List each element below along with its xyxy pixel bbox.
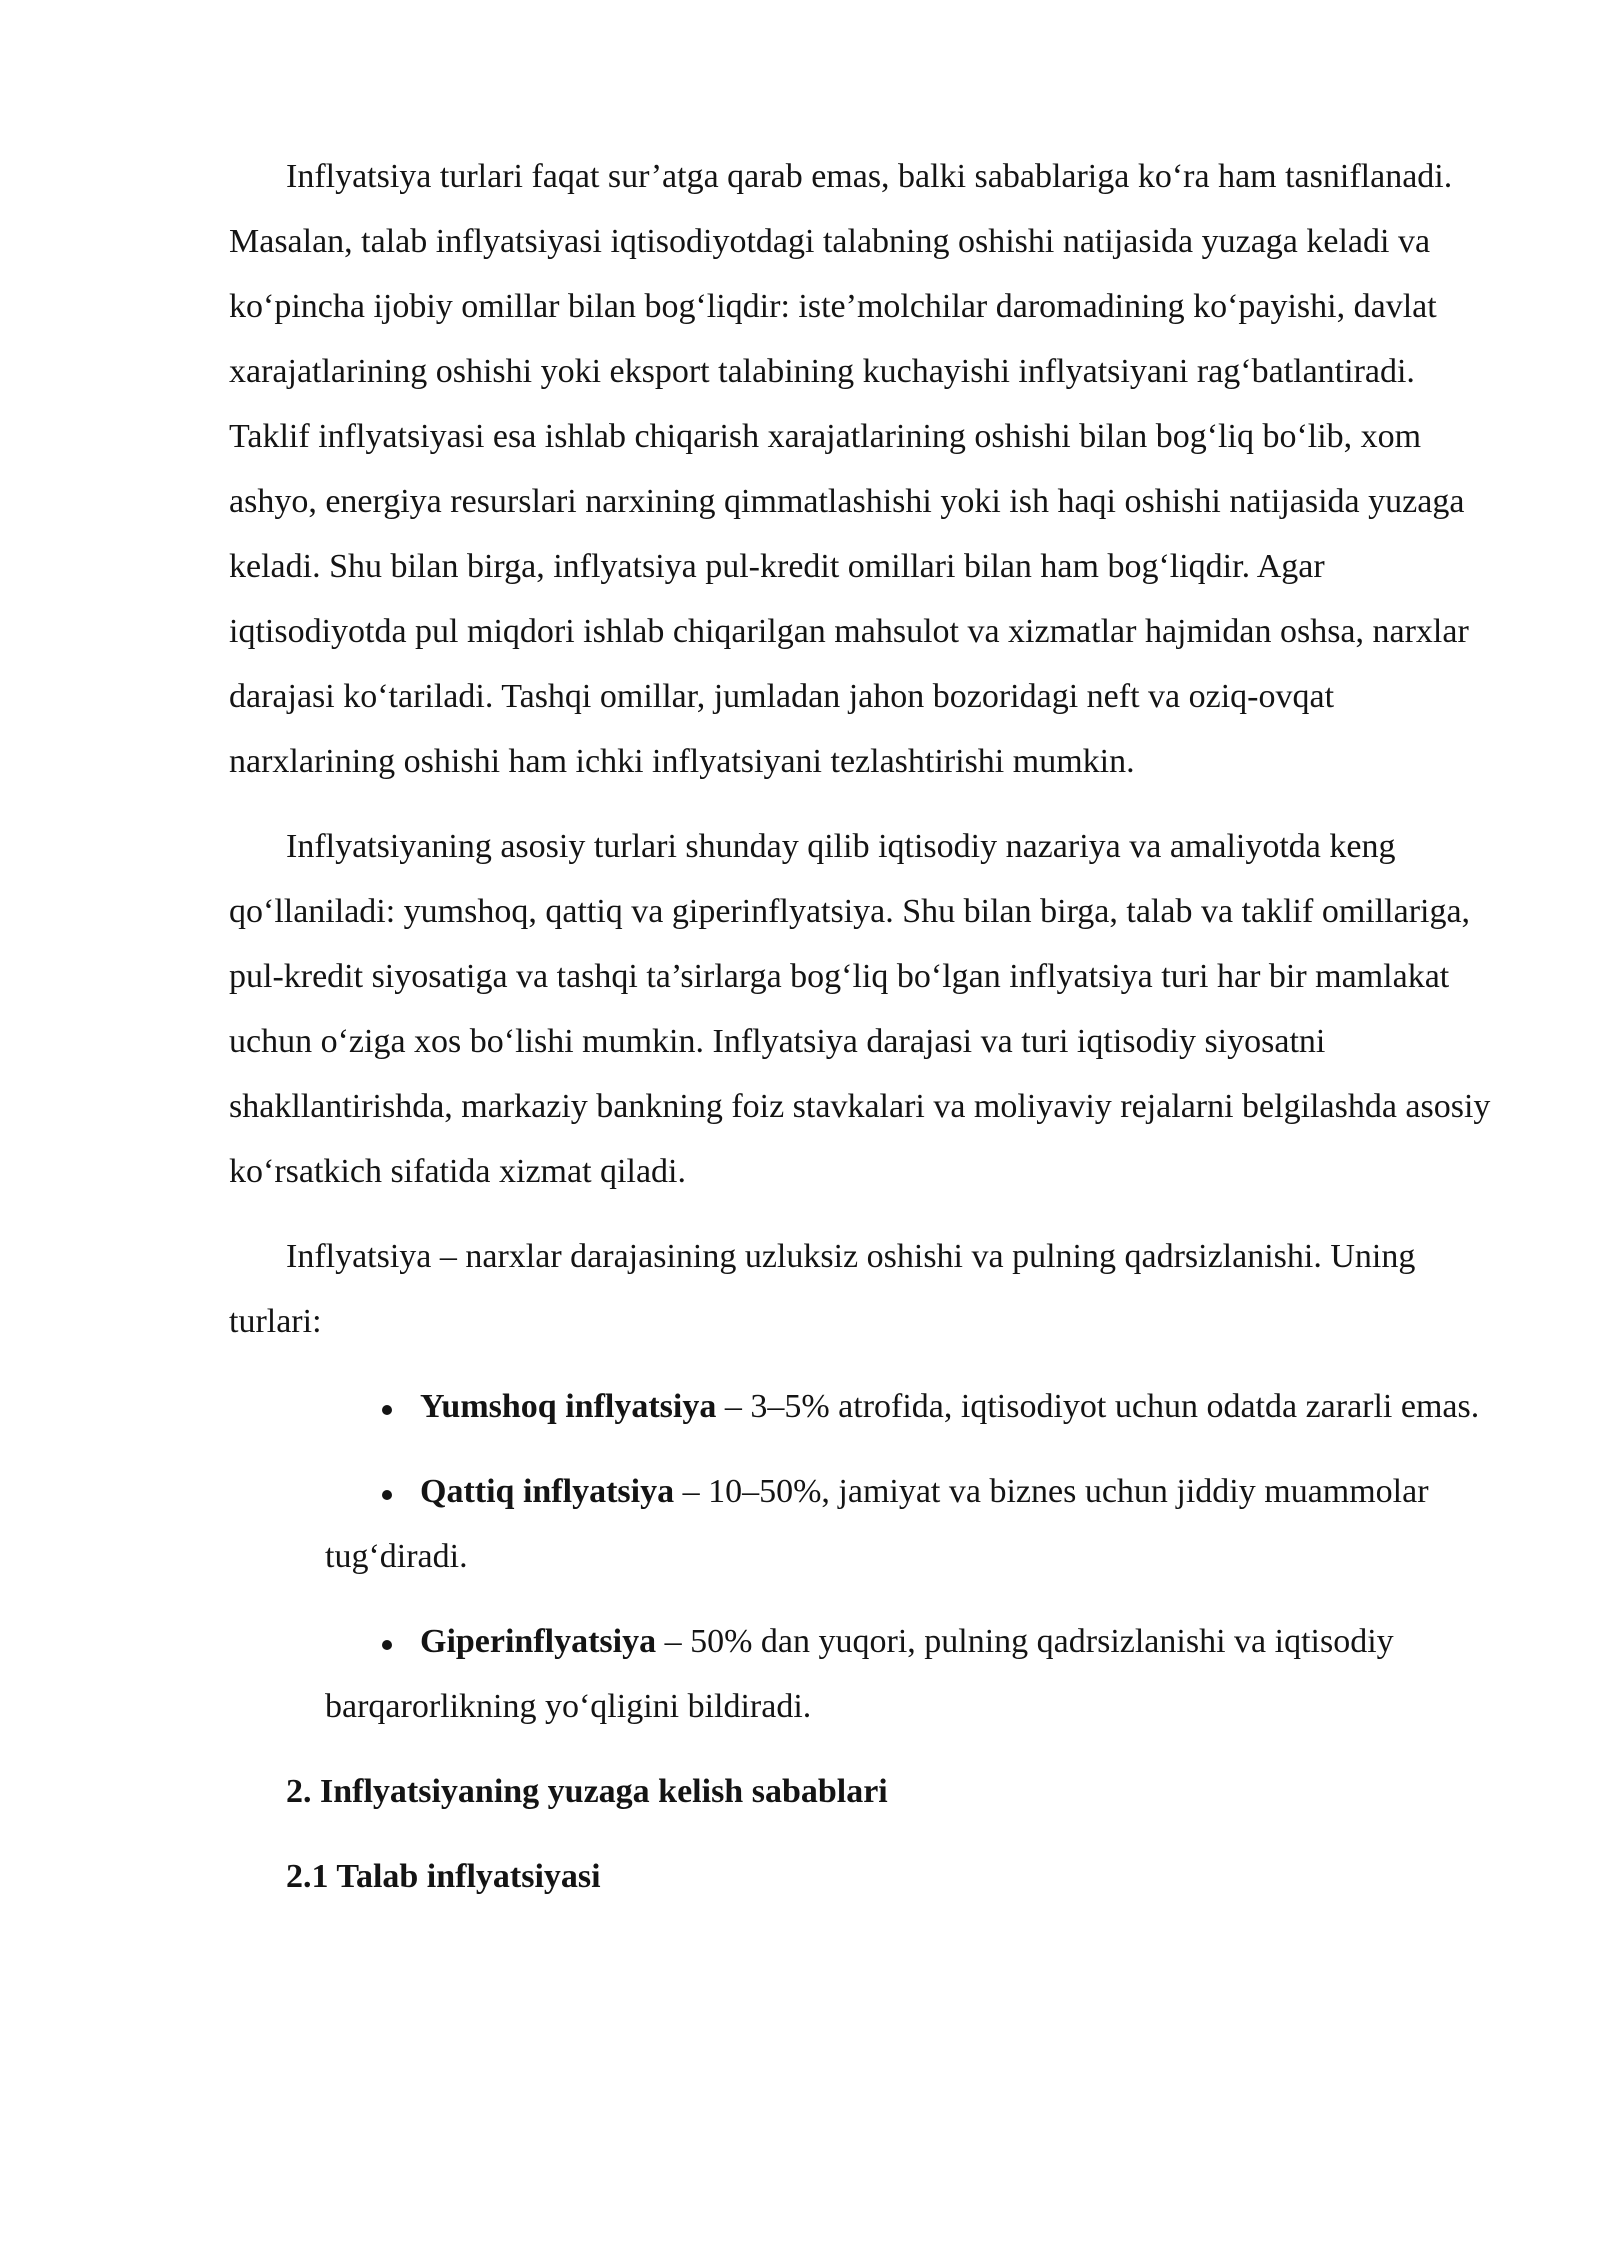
list-item-text: – 10–50%, jamiyat va biznes uchun jiddiy muammolar tug‘diradi. (325, 1473, 1429, 1575)
list-item-text: – 50% dan yuqori, pulning qadrsizlanishi va iqtisodiy barqarorlikning yo‘qligini bildiradi. (325, 1623, 1394, 1725)
list-item-term: Qattiq inflyatsiya (420, 1473, 675, 1510)
paragraph-inflation-definition: Inflyatsiya – narxlar darajasining uzluksiz oshishi va pulning qadrsizlanishi. Uning turlari: (229, 1238, 1416, 1340)
paragraph-inflation-causes: Inflyatsiya turlari faqat sur’atga qarab emas, balki sabablariga ko‘ra ham tasniflanadi. Masalan, talab inflyatsiyasi iqtisodiyotdagi talabning oshishi natijasida yuzaga keladi va ko‘pincha ijobiy omillar bilan bog‘liqdir: iste’molchilar daromadining ko‘payishi, davlat xarajatlarining oshishi yoki eksport talabining kuchayishi inflyatsiyani rag‘batlantiradi. Taklif inflyatsiyasi esa ishlab chiqarish xarajatlarining oshishi bilan bog‘liq bo‘lib, xom ashyo, energiya resurslari narxining qimmatlashishi yoki ish haqi oshishi natijasida yuzaga keladi. Shu bilan birga, inflyatsiya pul-kredit omillari bilan ham bog‘liqdir. Agar iqtisodiyotda pul miqdori ishlab chiqarilgan mahsulot va xizmatlar hajmidan oshsa, narxlar darajasi ko‘tariladi. Tashqi omillar, jumladan jahon bozoridagi neft va oziq-ovqat narxlarining oshishi ham ichki inflyatsiyani tezlashtirishi mumkin. (229, 158, 1469, 780)
bullet-icon (382, 1640, 392, 1650)
list-item (325, 1459, 1491, 1589)
document-body (229, 144, 1491, 1929)
bullet-icon (382, 1490, 392, 1500)
inflation-types-list (325, 1374, 1491, 1739)
list-item-text: – 3–5% atrofida, iqtisodiyot uchun odatda zararli emas. (716, 1388, 1480, 1425)
list-item-term: Giperinflyatsiya (420, 1623, 657, 1660)
bullet-icon (382, 1405, 392, 1415)
section-heading: 2. Inflyatsiyaning yuzaga kelish sabablari (286, 1773, 888, 1810)
paragraph-inflation-types-overview: Inflyatsiyaning asosiy turlari shunday qilib iqtisodiy nazariya va amaliyotda keng qo‘llaniladi: yumshoq, qattiq va giperinflyatsiya. Shu bilan birga, talab va taklif omillariga, pul-kredit siyosatiga va tashqi ta’sirlarga bog‘liq bo‘lgan inflyatsiya turi har bir mamlakat uchun o‘ziga xos bo‘lishi mumkin. Inflyatsiya darajasi va turi iqtisodiy siyosatni shakllantirishda, markaziy bankning foiz stavkalari va moliyaviy rejalarni belgilashda asosiy ko‘rsatkich sifatida xizmat qiladi. (229, 828, 1491, 1190)
list-item (325, 1374, 1491, 1439)
list-item-term: Yumshoq inflyatsiya (420, 1388, 717, 1425)
list-item (325, 1609, 1491, 1739)
subsection-heading: 2.1 Talab inflyatsiyasi (286, 1858, 601, 1895)
